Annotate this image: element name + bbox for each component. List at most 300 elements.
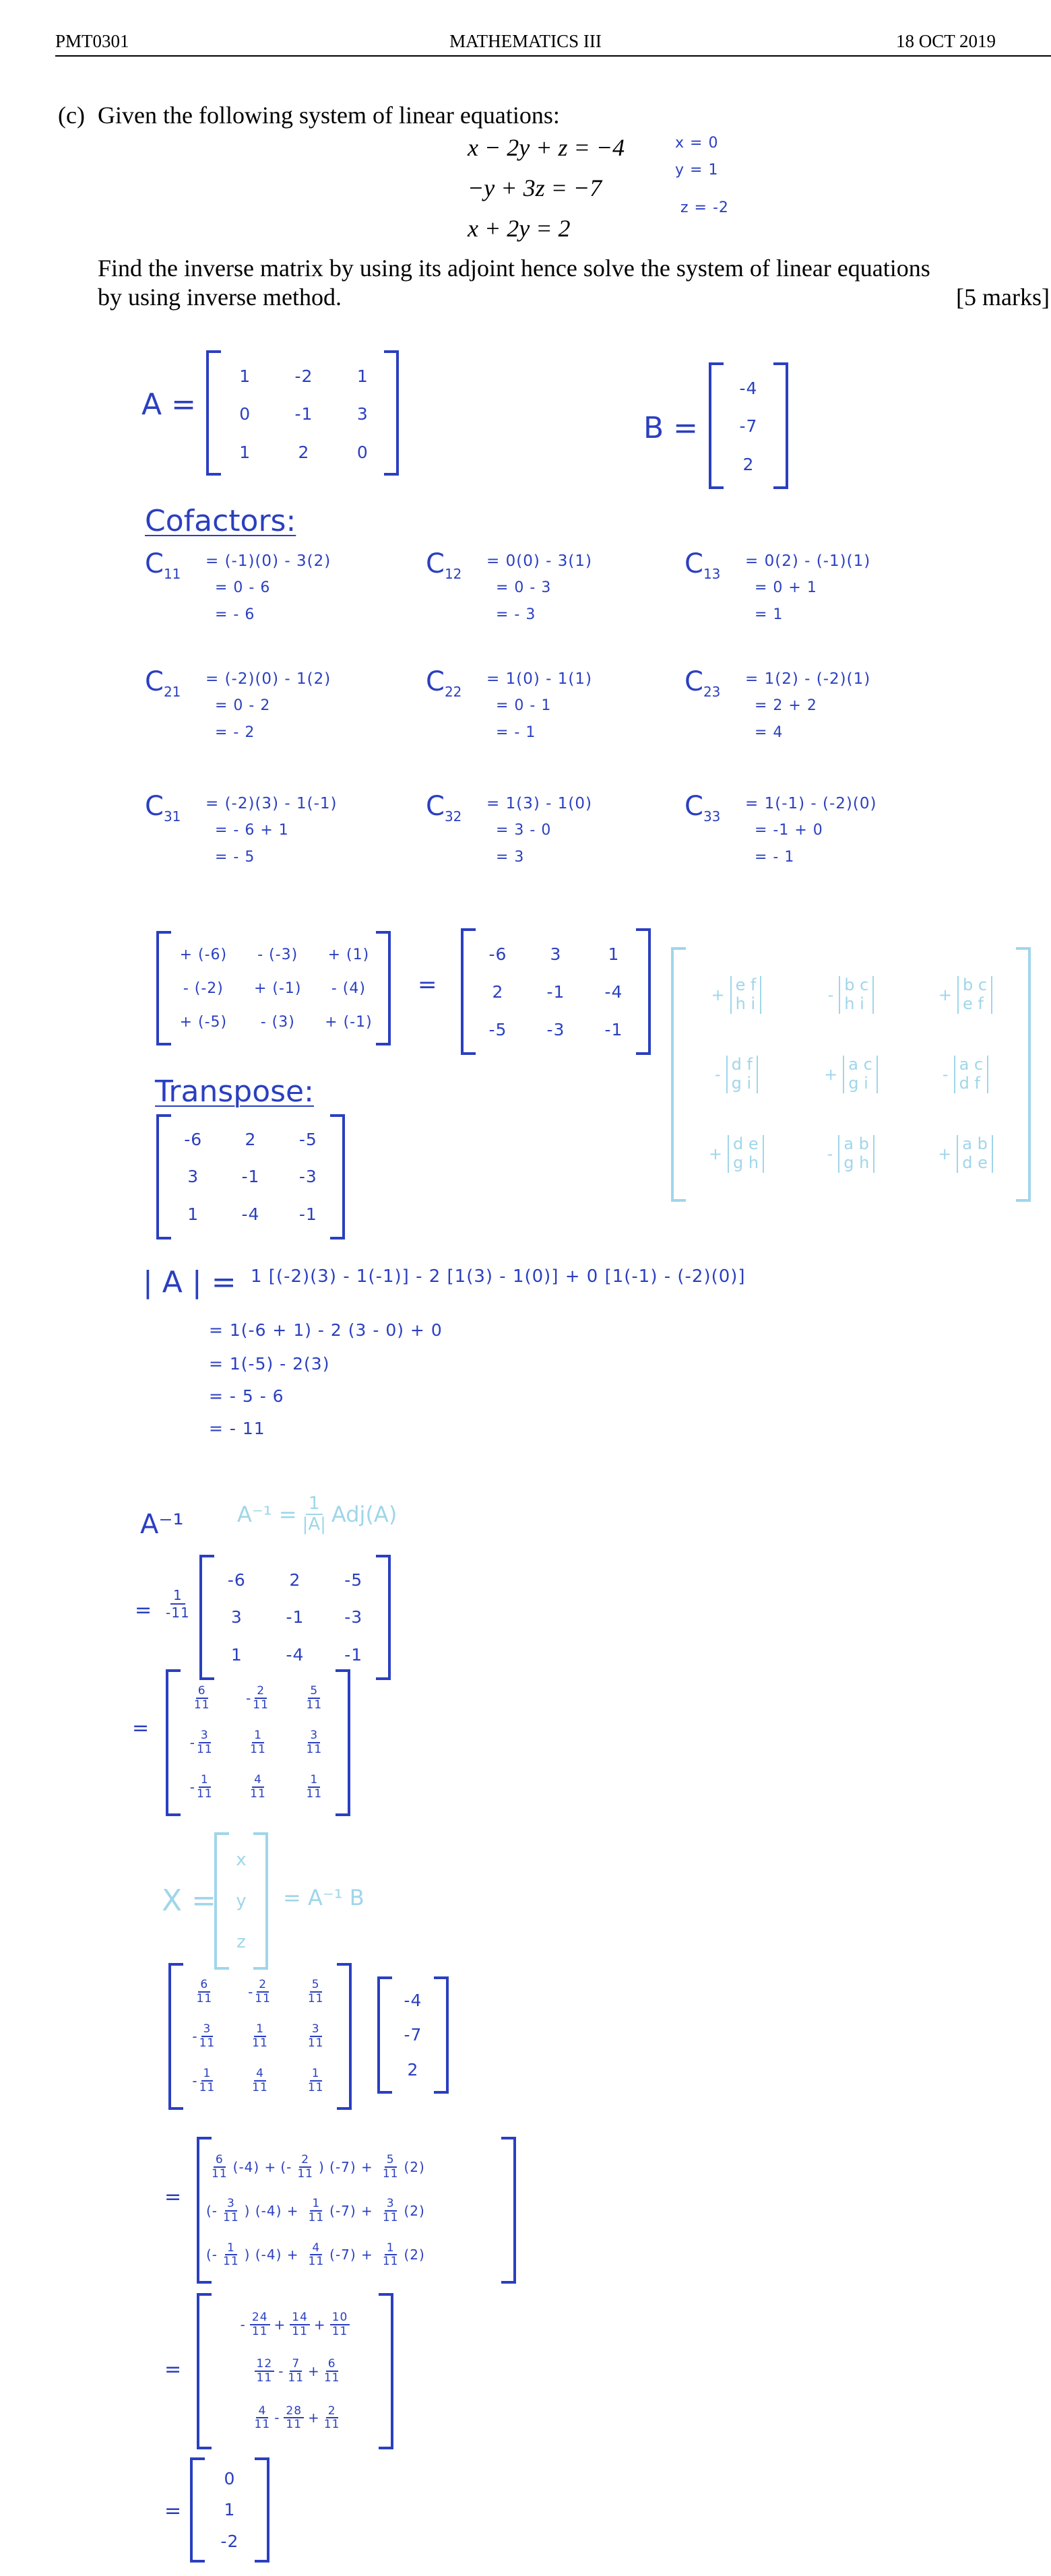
- vector-cell: 0: [224, 2468, 236, 2488]
- vector-cell: z: [236, 1932, 246, 1953]
- minor-top: b c: [844, 975, 869, 995]
- fraction-numerator: 2: [255, 1685, 267, 1699]
- fraction: [324, 2405, 340, 2431]
- fraction-denominator: 11: [307, 2036, 324, 2050]
- fraction-cell: [192, 2067, 216, 2094]
- minor-sign: +: [708, 1145, 723, 1163]
- term-suffix: ) (-4) +: [244, 2247, 299, 2263]
- fraction-denominator: 11: [196, 1743, 213, 1756]
- fraction-denominator: 11: [193, 1698, 210, 1712]
- fraction-denominator: |A|: [302, 1514, 326, 1535]
- inverse-equals-2: =: [132, 1716, 150, 1740]
- fraction-numerator: 5: [308, 1685, 320, 1699]
- fraction: [212, 2154, 228, 2180]
- minor-template-cells: [679, 955, 1023, 1194]
- cofactor-subscript: 12: [444, 566, 462, 582]
- cofactor-line: = 1(2) - (-2)(1): [745, 670, 871, 688]
- sign-matrix-cells: [164, 938, 384, 1039]
- matrix-cell: 2: [245, 1130, 257, 1150]
- matrix-a-label: A =: [141, 387, 196, 422]
- matrix-cell: -1: [241, 1167, 260, 1187]
- vector-cell: -2: [220, 2532, 239, 2552]
- matrix-cell: 1: [187, 1204, 199, 1224]
- fraction-denominator: 11: [199, 2036, 216, 2050]
- determinant-line-2: = 1(-5) - 2(3): [209, 1354, 330, 1374]
- matrix-cell: + (-1): [253, 979, 302, 997]
- term-suffix: (-7) +: [329, 2202, 373, 2219]
- fraction-denominator: 11: [223, 2210, 239, 2224]
- fraction-numerator: 1: [170, 1587, 185, 1605]
- fraction-sign: -: [189, 1735, 195, 1751]
- matrix-cell: -1: [294, 404, 313, 424]
- minor-cell: [824, 1056, 878, 1093]
- fraction-denominator: 11: [199, 2081, 216, 2094]
- inverse-formula: [237, 1494, 397, 1534]
- fraction-cell: [307, 2067, 325, 2094]
- term-sign: +: [313, 2316, 326, 2333]
- cofactor-label: [426, 666, 461, 700]
- matrix-cell: 2: [492, 981, 504, 1002]
- matrix-cell: -2: [294, 366, 313, 386]
- header-rule: [55, 55, 1051, 57]
- fraction: [308, 2067, 324, 2094]
- cofactor-line: = 4: [755, 724, 784, 741]
- fraction-denominator: 11: [323, 2371, 340, 2385]
- expanded-row: [206, 2154, 508, 2180]
- fraction-numerator: 5: [385, 2154, 397, 2168]
- fraction: [255, 2358, 275, 2384]
- fraction-cell: [190, 1774, 214, 1800]
- cofactor-subscript: 33: [703, 808, 721, 825]
- term-suffix: (-4) +: [232, 2158, 277, 2175]
- instruction-line-1: Find the inverse matrix by using its adjoint hence solve the system of linear equations: [98, 255, 930, 282]
- fraction-numerator: 28: [284, 2405, 304, 2419]
- fraction-denominator: 11: [250, 1743, 266, 1756]
- vector-cell: -7: [404, 2025, 422, 2045]
- fraction: [324, 2358, 340, 2384]
- matrix-cell: + (1): [327, 946, 370, 963]
- cofactor-label: [145, 791, 181, 825]
- term-suffix: (-7) +: [329, 2247, 373, 2263]
- fraction-denominator: 11: [308, 2210, 325, 2224]
- minor-bottom: g h: [843, 1153, 870, 1172]
- header-code: PMT0301: [55, 31, 129, 51]
- fraction-denominator: 11: [297, 2166, 313, 2181]
- header-date: 18 OCT 2019: [895, 31, 996, 51]
- inverse-formula-lhs: A⁻¹ =: [237, 1501, 297, 1527]
- term-sign: +: [308, 2410, 320, 2426]
- fraction: [297, 2154, 313, 2180]
- matrix-cell: 1: [239, 443, 251, 463]
- determinant-line-4: = - 11: [209, 1419, 265, 1438]
- fraction: [284, 2405, 304, 2431]
- fraction-numerator: 3: [201, 2023, 214, 2037]
- fraction: [223, 2242, 239, 2268]
- fraction-cell: [251, 2023, 269, 2049]
- fraction: [250, 2311, 270, 2338]
- fraction-denominator: 11: [256, 2371, 273, 2385]
- expanded-row: [206, 2242, 508, 2268]
- cofactor-line: = - 5: [215, 849, 255, 866]
- cofactor-line: = - 6 + 1: [215, 822, 289, 839]
- minor-sign: +: [938, 1145, 952, 1163]
- fraction-denominator: 11: [323, 2418, 340, 2432]
- fraction-sign: -: [192, 2073, 198, 2089]
- x-rhs: = A⁻¹ B: [283, 1885, 364, 1910]
- fraction-numerator: 1: [225, 2242, 237, 2256]
- fraction-numerator: 3: [308, 1729, 320, 1743]
- term-suffix: ) (-7) +: [318, 2158, 373, 2175]
- matrix-cell: + (-6): [179, 946, 228, 963]
- matrix-cell: 1: [356, 366, 369, 386]
- fraction-denominator: 11: [254, 2418, 271, 2432]
- fraction: [253, 1685, 269, 1711]
- minor-top: a c: [959, 1055, 984, 1074]
- equation-1: x − 2y + z = −4: [468, 134, 625, 161]
- fraction-denominator: 11: [212, 2166, 228, 2181]
- term-sign: -: [278, 2362, 284, 2379]
- matrix-cell: -6: [227, 1570, 246, 1590]
- cofactor-subscript: 32: [444, 808, 462, 825]
- inverse-equals-1: =: [135, 1599, 153, 1622]
- product-b-cells: [383, 1983, 443, 2087]
- determinant-bars: [954, 1056, 989, 1093]
- cofactor-line: = 1(-1) - (-2)(0): [745, 795, 877, 812]
- result-cells: [195, 2463, 264, 2557]
- fraction-numerator: 3: [199, 1729, 211, 1743]
- matrix-cell: - (-2): [183, 979, 224, 997]
- vector-cell: x: [236, 1849, 247, 1870]
- expanded-row: [206, 2197, 508, 2224]
- determinant-bars: [957, 976, 992, 1013]
- fraction-numerator: 14: [290, 2311, 310, 2325]
- cofactor-label: [426, 548, 461, 582]
- fraction: [308, 1978, 324, 2005]
- matrix-cell: 3: [356, 404, 369, 424]
- fraction-numerator: 6: [196, 1685, 208, 1699]
- cofactor-line: = 0 + 1: [755, 579, 817, 596]
- fraction-cell: [246, 1685, 270, 1711]
- fraction: [250, 1774, 266, 1800]
- term-sign: -: [274, 2410, 280, 2426]
- minor-top: b c: [963, 975, 988, 995]
- cofactor-line: = - 1: [755, 849, 795, 866]
- matrix-cell: 2: [289, 1570, 301, 1590]
- fraction-cell: [195, 1978, 214, 2005]
- fraction-denominator: 11: [223, 2255, 239, 2269]
- fraction-denominator: 11: [196, 1992, 213, 2005]
- fraction: [199, 2023, 216, 2049]
- fraction-numerator: 12: [255, 2358, 275, 2372]
- fraction-sign: -: [248, 1984, 254, 2000]
- matrix-cell: -4: [604, 981, 623, 1002]
- fraction: [288, 2358, 304, 2384]
- term-suffix: ) (-4) +: [244, 2202, 299, 2219]
- matrix-cell: -4: [241, 1204, 260, 1224]
- cofactor-label: [145, 548, 181, 582]
- term-sign: +: [274, 2316, 286, 2333]
- fraction-cell: [251, 2067, 269, 2094]
- term-suffix: (2): [404, 2247, 425, 2263]
- fraction-numerator: 1: [310, 2067, 322, 2082]
- matrix-cell: -6: [184, 1130, 203, 1150]
- cofactor-subscript: 13: [703, 566, 721, 582]
- fraction-numerator: 2: [257, 1978, 269, 1993]
- matrix-cell: 3: [550, 944, 562, 964]
- fraction: [307, 1774, 323, 1800]
- fraction: [383, 2197, 399, 2224]
- minor-cell: [938, 976, 992, 1013]
- fraction-denominator: 11: [252, 2081, 268, 2094]
- summed-row: [251, 2358, 342, 2384]
- cofactor-matrix-cells: [469, 935, 643, 1048]
- fraction-numerator: 1: [201, 2067, 214, 2082]
- matrix-cell: + (-1): [325, 1013, 373, 1031]
- minor-top: a b: [843, 1134, 869, 1154]
- fraction: [383, 2154, 399, 2180]
- fraction-numerator: 1: [254, 2023, 266, 2037]
- cofactor-subscript: 23: [703, 684, 721, 700]
- matrix-cell: -1: [298, 1204, 317, 1224]
- cofactors-title: Cofactors:: [145, 504, 296, 538]
- cofactor-letter: C: [426, 666, 445, 697]
- minor-bottom: g i: [848, 1074, 868, 1093]
- cofactor-line: = (-2)(3) - 1(-1): [205, 795, 338, 812]
- equation-2: −y + 3z = −7: [468, 174, 602, 201]
- cofactor-line: = 1: [755, 606, 784, 623]
- minor-cell: [828, 976, 874, 1013]
- fraction: [197, 1978, 213, 2005]
- transpose-title: Transpose:: [155, 1074, 314, 1109]
- fraction: [307, 1729, 323, 1756]
- matrix-cell: -7: [739, 416, 758, 437]
- minor-bottom: g i: [731, 1074, 752, 1093]
- fraction-numerator: 1: [308, 1774, 320, 1788]
- fraction: [252, 2067, 268, 2094]
- fraction-denominator: 11: [251, 2324, 268, 2338]
- fraction-denominator: 11: [382, 2255, 399, 2269]
- cofactor-line: = 0 - 1: [496, 697, 552, 714]
- cofactor-line: = 2 + 2: [755, 697, 817, 714]
- fraction-sign: -: [192, 2028, 198, 2044]
- determinant-bars: [726, 1056, 758, 1093]
- fraction: [255, 1978, 271, 2005]
- matrix-cell: 1: [608, 944, 620, 964]
- matrix-cell: 3: [187, 1167, 199, 1187]
- cofactor-label: [426, 791, 461, 825]
- term-suffix: (2): [404, 2202, 425, 2219]
- minor-cell: [827, 1135, 875, 1172]
- term-sign: +: [308, 2362, 320, 2379]
- minor-bottom: d f: [959, 1074, 980, 1093]
- product-a-inverse-cells: [177, 1970, 344, 2103]
- matrix-cell: -5: [344, 1570, 363, 1590]
- minor-top: e f: [735, 975, 757, 995]
- question-intro: Given the following system of linear equations:: [98, 102, 560, 129]
- fraction-denominator: 11: [382, 2210, 399, 2224]
- fraction-sign: -: [189, 1779, 195, 1795]
- fraction: [252, 2023, 268, 2049]
- matrix-cell: + (-5): [179, 1013, 228, 1031]
- fraction-numerator: 2: [299, 2154, 311, 2168]
- cofactor-letter: C: [145, 791, 164, 822]
- determinant-bars: [957, 1135, 993, 1172]
- fraction-denominator: 11: [292, 2324, 308, 2338]
- term-prefix: (-: [206, 2247, 218, 2263]
- fraction-numerator: 10: [330, 2311, 350, 2325]
- fraction: [383, 2242, 399, 2268]
- matrix-cell: 2: [298, 443, 310, 463]
- fraction-cell: [249, 1774, 267, 1800]
- vector-cell: 1: [224, 2500, 236, 2520]
- minor-bottom: g h: [733, 1153, 759, 1172]
- equation-3: x + 2y = 2: [468, 215, 571, 242]
- matrix-cell: -1: [344, 1644, 363, 1665]
- side-answer-z: z = -2: [680, 199, 729, 216]
- determinant-label: | A | =: [143, 1265, 236, 1299]
- minor-sign: +: [824, 1065, 838, 1084]
- summed-row: [251, 2405, 342, 2431]
- adjoint-cells: [208, 1561, 383, 1673]
- fraction: [255, 2405, 271, 2431]
- fraction: [308, 2023, 324, 2049]
- term-suffix: (2): [404, 2158, 425, 2175]
- header-subject: MATHEMATICS III: [449, 31, 602, 51]
- minor-bottom: h i: [735, 994, 756, 1013]
- inverse-scalar: [166, 1587, 190, 1621]
- fraction: [199, 2067, 216, 2094]
- matrix-cell: -4: [286, 1644, 305, 1665]
- minor-sign: +: [938, 986, 953, 1004]
- inverse-formula-fraction: [302, 1494, 326, 1534]
- inverse-fraction-cells: [174, 1676, 342, 1809]
- matrix-cell: -6: [488, 944, 507, 964]
- fraction-denominator: 11: [331, 2324, 348, 2338]
- vector-cell: y: [236, 1890, 247, 1911]
- minor-top: d f: [731, 1055, 753, 1074]
- matrix-cell: - (-3): [257, 946, 298, 963]
- fraction-cell: [249, 1729, 267, 1756]
- fraction-denominator: 11: [255, 1992, 271, 2005]
- fraction: [309, 2197, 325, 2224]
- cofactor-line: = 0 - 2: [215, 697, 271, 714]
- fraction-cell: [193, 1685, 212, 1711]
- cofactor-label: [684, 666, 720, 700]
- fraction-numerator: 4: [310, 2242, 322, 2256]
- matrix-cell: -4: [739, 378, 758, 398]
- fraction: [250, 1729, 266, 1756]
- fraction-denominator: 11: [306, 1743, 323, 1756]
- fraction-numerator: 1: [252, 1729, 264, 1743]
- fraction-cell: [305, 1685, 324, 1711]
- minor-cell: [711, 976, 762, 1013]
- fraction-numerator: 6: [214, 2154, 226, 2168]
- fraction: [330, 2311, 350, 2338]
- cofactor-line: = - 1: [496, 724, 536, 741]
- summed-equals: =: [164, 2358, 183, 2381]
- fraction-cell: [305, 1729, 324, 1756]
- fraction: [194, 1685, 210, 1711]
- matrix-cell: -3: [344, 1607, 363, 1628]
- fraction-denominator: 11: [307, 1992, 324, 2005]
- result-equals: =: [164, 2499, 183, 2523]
- fraction-denominator: 11: [382, 2166, 399, 2181]
- term-sign: -: [240, 2316, 246, 2333]
- determinant-bars: [839, 976, 874, 1013]
- fraction-cell: [248, 1978, 272, 2005]
- matrix-cell: 0: [356, 443, 369, 463]
- cofactor-letter: C: [145, 666, 164, 697]
- x-vector-cells: [220, 1839, 263, 1963]
- cofactor-line: = - 6: [215, 606, 255, 623]
- cofactor-line: = - 3: [496, 606, 536, 623]
- fraction: [307, 1685, 323, 1711]
- determinant-bars: [838, 1135, 874, 1172]
- vector-cell: 2: [407, 2059, 419, 2080]
- cofactor-line: = -1 + 0: [755, 822, 823, 839]
- vector-cell: -4: [404, 1991, 422, 2011]
- minor-cell: [943, 1056, 988, 1093]
- minor-cell: [709, 1135, 764, 1172]
- matrix-cell: -5: [298, 1130, 317, 1150]
- fraction-numerator: 1: [199, 1774, 211, 1788]
- minor-sign: -: [827, 1145, 833, 1163]
- cofactor-label: [684, 791, 720, 825]
- matrix-b-label: B =: [643, 411, 699, 445]
- determinant-bars: [843, 1056, 878, 1093]
- cofactor-line: = 1(3) - 1(0): [486, 795, 592, 812]
- cofactor-letter: C: [426, 791, 445, 822]
- minor-top: d e: [733, 1134, 759, 1154]
- expanded-equals: =: [164, 2185, 183, 2209]
- question-marks: [5 marks]: [956, 284, 1050, 311]
- minor-top: a b: [962, 1134, 988, 1154]
- summed-cells: [206, 2301, 385, 2441]
- minor-bottom: e f: [963, 994, 984, 1013]
- minor-bottom: h i: [844, 994, 864, 1013]
- matrix-cell: -1: [604, 1019, 623, 1039]
- fraction-denominator: 11: [196, 1787, 213, 1801]
- matrix-cell: 1: [230, 1644, 243, 1665]
- matrix-cell: -3: [546, 1019, 565, 1039]
- matrix-cell: -1: [546, 981, 565, 1002]
- fraction: [197, 1729, 213, 1756]
- fraction-numerator: 1: [385, 2242, 397, 2256]
- minor-sign: +: [711, 986, 725, 1004]
- fraction-denominator: 11: [252, 2036, 268, 2050]
- fraction-numerator: 6: [326, 2358, 338, 2372]
- matrix-cell: -5: [488, 1019, 507, 1039]
- fraction-numerator: 3: [225, 2197, 237, 2212]
- fraction-cell: [307, 1978, 325, 2005]
- cofactor-subscript: 11: [163, 566, 181, 582]
- fraction-denominator: 11: [253, 1698, 269, 1712]
- cofactor-line: = (-1)(0) - 3(2): [205, 552, 331, 570]
- minor-sign: -: [942, 1065, 949, 1084]
- fraction: [197, 1774, 213, 1800]
- minor-cell: [715, 1056, 758, 1093]
- x-label: X =: [162, 1883, 216, 1918]
- fraction-numerator: 1: [306, 1494, 323, 1515]
- fraction-numerator: 4: [256, 2405, 268, 2419]
- fraction-denominator: 11: [286, 2418, 302, 2432]
- cofactor-line: = 1(0) - 1(1): [486, 670, 592, 688]
- cofactor-label: [145, 666, 181, 700]
- fraction-numerator: 2: [326, 2405, 338, 2419]
- matrix-cell: -3: [298, 1167, 317, 1187]
- fraction-denominator: 11: [306, 1698, 323, 1712]
- cofactor-subscript: 31: [163, 808, 181, 825]
